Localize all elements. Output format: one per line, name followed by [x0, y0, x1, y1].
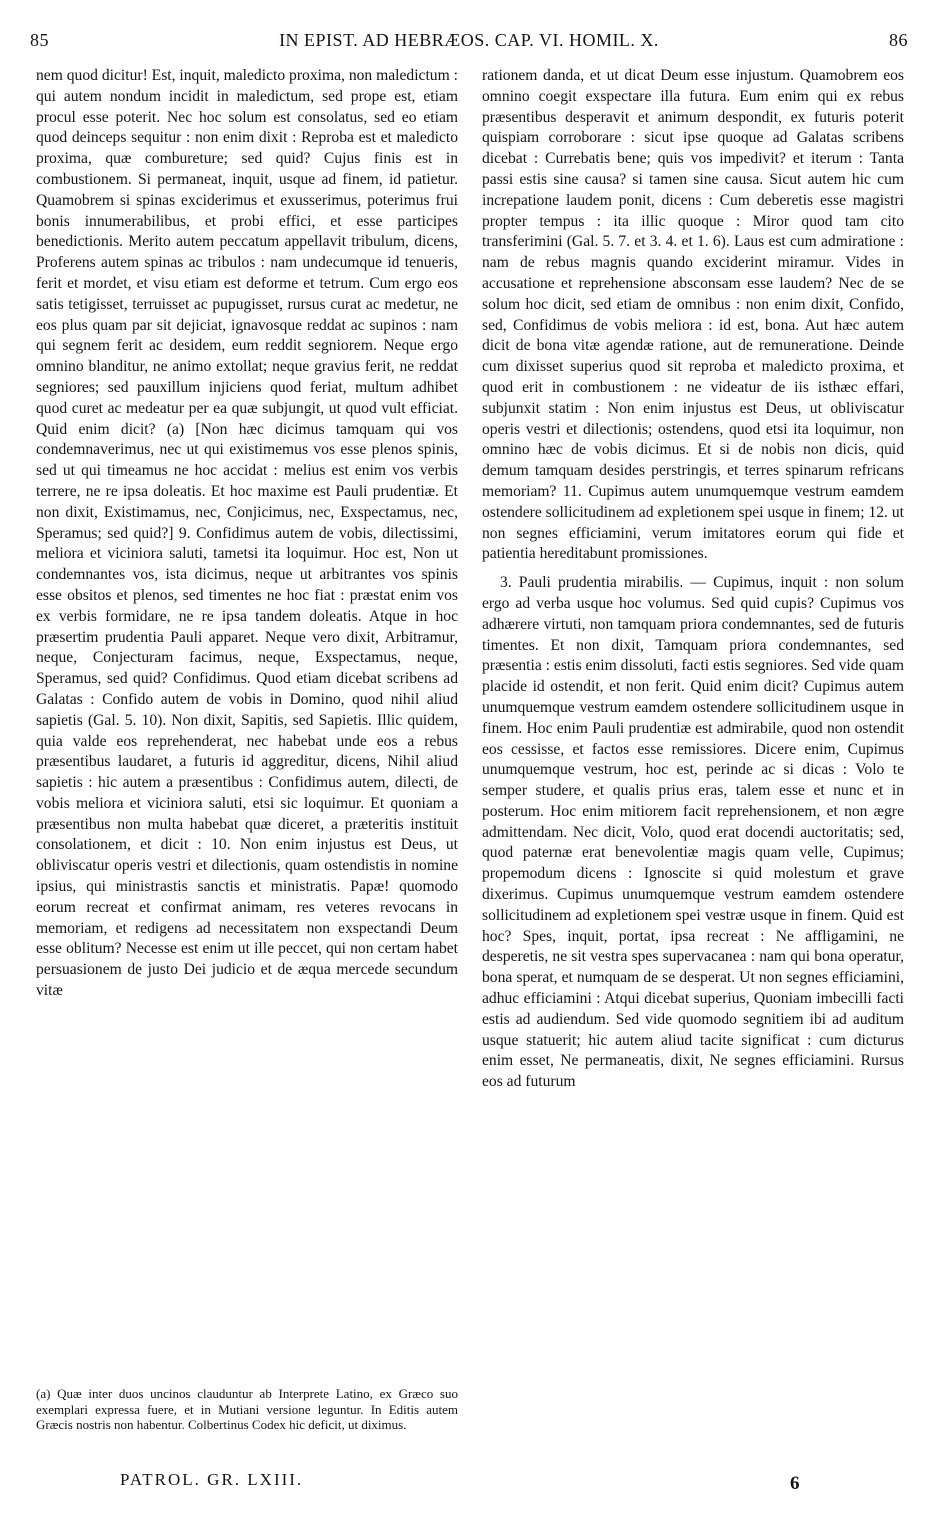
right-column-text-1: rationem danda, et ut dicat Deum esse injustum. Quamobrem eos omnino coegit exspectare illa futura. Eum enim qui ex rebus præsentibus desperavit et animum despondit, ex futuris poterit quispiam corroborare : sicut ipse quoque ad Galatas scribens dicebat : Currebatis bene; quis vos impedivit? et iterum : Tanta passi estis sine causa? si tamen sine causa. Sicut autem hic cum increpatione laudem ponit, dicens : Cum deberetis esse magistri propter tempus : ita illic quoque : Miror quod tam cito transferimini (Gal. 5. 7. et 3. 4. et 1. 6). Laus est cum admiratione : nam de rebus magnis quando exciderint miramur. Vides in accusatione et reprehensione absconsam esse laudem? Nec de se solum hoc dicit, sed etiam de omnibus : non enim dixit, Confido, sed, Confidimus de vobis meliora : id est, bona. Aut hæc autem dicit de bona vitæ agendæ ratione, aut de remuneratione. Deinde cum dixisset superius quod sit reproba et maledicto proxima, et quod erit in combustionem : ne videatur de iis isthæc effari, subjunxit statim : Non enim injustus est Deus, ut obliviscatur operis vestri et dilectionis; ostendens, quod etsi ita loquimur, non omnino hæc de vobis dicimus. Et si de nobis non dicis, quid demum tamquam desides perstringis, et terres spinarum refricans memoriam? 11. Cupimus autem unumquemque vestrum eamdem ostendere sollicitudinem ad expletionem spei usque in finem; 12. ut non segnes efficiamini, verum imitatores eorum qui fide et patientia hereditabunt promissiones. [482, 67, 904, 563]
page-number-right: 86 [889, 30, 908, 50]
running-title: IN EPIST. AD HEBRÆOS. CAP. VI. HOMIL. X. [279, 30, 659, 50]
left-column [36, 66, 458, 1002]
running-header [30, 30, 908, 60]
right-column [482, 66, 904, 1093]
page-number-left: 85 [30, 30, 49, 50]
signature-mark: 6 [790, 1473, 800, 1494]
footnote: (a) Quæ inter duos uncinos clauduntur ab Interprete Latino, ex Græco suo exemplari expressa fuere, et in Mutiani versione leguntur. In Editis autem Græcis nostris non habentur. Colbertinus Codex hic deficit, ut diximus. [36, 1386, 458, 1432]
left-column-text: nem quod dicitur! Est, inquit, maledicto proxima, non maledictum : qui autem nondum incidit in maledictum, sed prope est, etiam procul esse poterit. Nec hoc solum est consolatus, sed eo etiam quod deinceps sequitur : non enim dixit : Reproba est et maledicto proxima, quæ combureture; sed quid? Cujus finis est in combustionem. Si permaneat, inquit, usque ad finem, id patietur. Quamobrem si spinas exciderimus et exusserimus, poterimus frui bonis innumerabilibus, et probi effici, et esse participes benedictionis. Merito autem peccatum appellavit tribulum, dicens, Proferens autem spinas ac tribulos : nam undecumque id tenueris, ferit et mordet, et visu etiam est deforme et tetrum. Cum ergo eos satis tetigisset, terruisset ac pupugisset, rursus curat ac medetur, ne eos plus quam par sit dejiciat, ignavosque reddat ac supinos : nam qui segnem ferit ac desidem, eum reddit segniorem. Neque ergo omnino blanditur, ne animo extollat; neque gravius ferit, ne reddat segniores; sed pauxillum injiciens quod feriat, multum adhibet quod curet ac medeatur per ea quæ subjungit, ut quod vult efficiat. Quid enim dicit? (a) [Non hæc dicimus tamquam qui vos condemnaverimus, nec ut qui existimemus vos esse plenos spinis, sed ut qui timeamus ne hoc accidat : melius est enim vos verbis terrere, ne re ipsa doleatis. Et hoc maxime est Pauli prudentiæ. Et non dixit, Existimamus, nec, Conjicimus, nec, Exspectamus, nec, Speramus; sed quid?] 9. Confidimus autem de vobis, dilectissimi, meliora et viciniora saluti, tametsi ita loquimur. Hoc est, Non ut condemnantes vos, ista dicimus, neque ut arbitrantes vos spinis esse obsitos et plenos, sed timentes ne hoc fiat : præstat enim vos ex verbis formidare, ne re ipsa tandem doleatis. Atque in hoc præsertim prudentia Pauli apparet. Neque vero dixit, Arbitramur, neque, Conjecturam facimus, neque, Exspectamus, neque, Speramus, sed quid? Confidimus. Quod etiam dicebat scribens ad Galatas : Confido autem de vobis in Domino, quod nihil aliud sapietis (Gal. 5. 10). Non dixit, Sapitis, sed Sapietis. Illic quidem, quia valde eos reprehenderat, nec habebat unde eos a rebus præsentibus laudaret, a futuris id aggreditur, dicens, Nihil aliud sapietis : hic autem a præsentibus : Confidimus autem, dilecti, de vobis meliora et viciniora saluti, etsi sic loquimur. Et quoniam a præsentibus non multa habebat quæ diceret, a præteritis instituit consolationem, et dicit : 10. Non enim injustus est Deus, ut obliviscatur operis vestri et dilectionis, quam ostendistis in nomine ipsius, qui ministrastis sanctis et ministratis. Papæ! quomodo eorum recreat et confirmat animam, res veteres revocans in memoriam, et redigens ad necessitatem non exspectandi Deum esse oblitum? Necesse est enim ut ille peccet, qui non certam habet persuasionem de justo Dei judicio et de æqua mercede secundum vitæ [36, 67, 458, 1000]
signature-line: PATROL. GR. LXIII. [120, 1470, 304, 1489]
right-column-text-2: 3. Pauli prudentia mirabilis. — Cupimus, inquit : non solum ergo ad verba usque hoc volumus. Sed quid cupis? Cupimus vos adhærere virtuti, non tamquam priora condemnantes, sed de futuris timentes. Et non dixit, Tamquam priora condemnantes, sed præsentia : estis enim dissoluti, facti estis segniores. Sed vide quam placide id ostendit, et non ferit. Quid enim dicit? Cupimus autem unumquemque vestrum eamdem ostendere sollicitudinem usque in finem. Hoc enim Pauli prudentiæ est admirabile, quod non ostendit eos cessisse, et factos esse remissiores. Dicere enim, Cupimus unumquemque vestrum, hoc est, perinde ac si dicas : Volo te semper studere, et qualis prius eras, talem esse et nunc et in posterum. Hoc enim mitiorem facit reprehensionem, et non ægre admittendam. Nec dicit, Volo, quod erat docendi auctoritatis; sed, quod paternæ erat benevolentiæ magis quam velle, Cupimus; propemodum dicens : Ignoscite si quid molestum et grave dixerimus. Cupimus unumquemque vestrum eamdem ostendere sollicitudinem ad expletionem spei vestræ usque in finem. Quid est hoc? Spes, inquit, portat, ipsa recreat : Ne affligamini, ne desperetis, ne sit vestra spes supervacanea : nam qui bona operatur, bona sperat, et numquam de se desperat. Ut non segnes efficiamini, adhuc efficiamini : Atqui dicebat superius, Quoniam imbecilli facti estis ad audiendum. Sed vide quomodo segnitiem ibi ad auditum usque statuerit; hic autem aliud tacite significat : cum dicturus enim esset, Ne permaneatis, dixit, Ne segnes efficiamini. Rursus eos ad futurum [482, 574, 904, 1091]
